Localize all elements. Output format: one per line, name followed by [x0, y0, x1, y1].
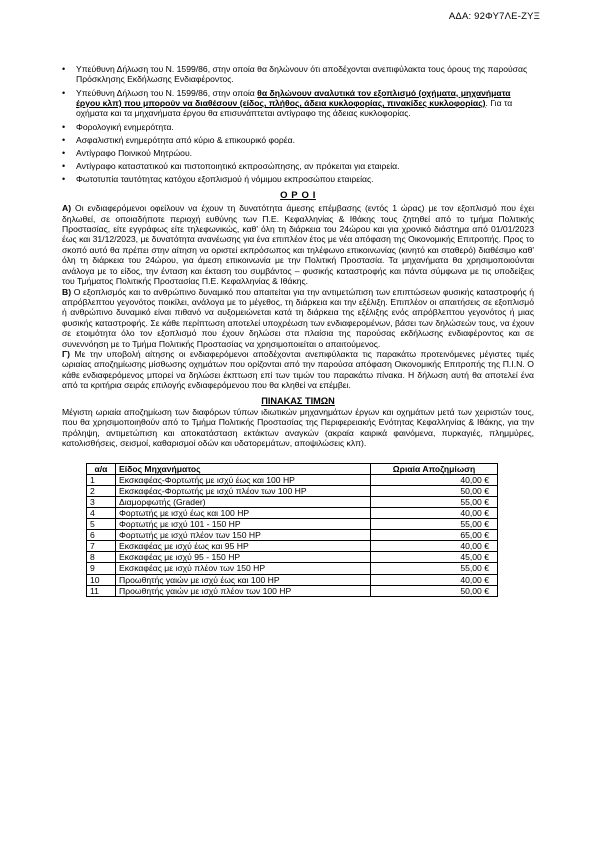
- row-number: 4: [87, 507, 116, 518]
- row-number: 9: [87, 563, 116, 574]
- row-number: 11: [87, 585, 116, 596]
- machine-type: Εκσκαφέας-Φορτωτής με ισχύ πλέον των 100 HP: [116, 485, 371, 496]
- table-header-row: [87, 463, 498, 474]
- table-row: [87, 530, 498, 541]
- list-item-text: Υπεύθυνη Δήλωση του Ν. 1599/86, στην οποία: [76, 87, 258, 98]
- machine-type: Εκσκαφέας με ισχύ 95 - 150 HP: [116, 552, 371, 563]
- term-c-label: Γ): [62, 348, 71, 359]
- list-item-text: . Για τα οχήματα και τα μηχανήματα έργου θα επισυνάπτεται αντίγραφο της άδειας κυκλοφορίας.: [76, 98, 513, 119]
- price-table: [86, 463, 498, 597]
- table-row: [87, 496, 498, 507]
- price-table-intro: Μέγιστη ωριαία αποζημίωση των διαφόρων τύπων ιδιωτικών μηχανημάτων έργων και οχημάτων μετά των χειριστών τους, που θα χρησιμοποιηθούν από το Τμήμα Πολιτικής Προστασίας της Περιφερειακής Ενότητας Κεφαλληνίας & Ιθάκης, για την πρόληψη, αντιμετώπιση και αποκατάσταση εκτάκτων αναγκών (ακραία καιρικά φαινόμενα, πυρκαγιές, πλημμύρες, κατολισθήσεις, σεισμοί, καθαρισμοί οδών και υδατορεμάτων, αποψιλώσεις κλπ).: [62, 406, 534, 449]
- table-row: [87, 563, 498, 574]
- row-number: 5: [87, 519, 116, 530]
- table-row: [87, 552, 498, 563]
- terms-title: Ο Ρ Ο Ι: [280, 189, 316, 201]
- machine-type: Εκσκαφέας με ισχύ πλέον των 150 HP: [116, 563, 371, 574]
- list-item: • Ασφαλιστική ενημερότητα από κύριο & επικουρικό φορέα.: [62, 135, 534, 145]
- term-a-label: Α): [62, 203, 72, 214]
- hourly-rate: 50,00 €: [371, 485, 498, 496]
- term-b-text: Ο εξοπλισμός και το ανθρώπινο δυναμικό που απαιτείται για την αντιμετώπιση των επιπτώσεων φυσικής καταστροφής ή απρόβλεπτου γεγονότος ποικίλει, ανάλογα με το μέγεθος, τη διάρκεια και την εξέλιξη. Επιπλέον οι απαιτήσεις σε εξοπλισμό ή ανθρώπινο δυναμικό είναι πιθανό να αυξομειώνεται κατά τη διάρκεια της εξέλιξης ενός απρόβλεπτου γεγονότος ή μιας φυσικής καταστροφής. Σε κάθε περίπτωση αποτελεί υποχρέωση των ενδιαφερομένων, βάσει των δηλώσεών τους, να έχουν σε ετοιμότητα όλο τον εξοπλισμό που έχουν δηλώσει στα πλαίσια της παρούσας εκδήλωσης ενδιαφέροντος και σε συνεννόηση με το Τμήμα Πολιτικής Προστασίας να χρησιμοποιείται ο απαιτούμενος.: [62, 286, 534, 349]
- machine-type: Εκσκαφέας με ισχύ έως και 95 HP: [116, 541, 371, 552]
- machine-type: Εκσκαφέας-Φορτωτής με ισχύ έως και 100 HP: [116, 474, 371, 485]
- table-row: [87, 485, 498, 496]
- machine-type: Φορτωτής με ισχύ πλέον των 150 HP: [116, 530, 371, 541]
- hourly-rate: 40,00 €: [371, 541, 498, 552]
- term-a-text: Οι ενδιαφερόμενοι οφείλουν να έχουν τη δυνατότητα άμεσης επέμβασης (εντός 1 ώρας) με τον εξοπλισμό που έχει δηλωθεί, σε οποιαδήποτε περιοχή ευθύνης των Π.Ε. Κεφαλληνίας & Ιθάκης τους ζητηθεί από το τμήμα Πολιτικής Προστασίας, είτε εγγράφως είτε τηλεφωνικώς, καθ' όλη τη διάρκεια του 24ώρου και για χρονικό διάστημα από 01/01/2023 έως και 31/12/2023, με δυνατότητα ανανέωσης για ένα επιπλέον έτος με νέα απόφαση της Οικονομικής Επιτροπής. Προς το σκοπό αυτό θα πρέπει στην αίτηση να οριστεί εκπρόσωπος και τηλέφωνο επικοινωνίας (κινητό και σταθερό) διαθέσιμο καθ' όλη τη διάρκεια του 24ώρου, για άμεση επικοινωνία με την Πολιτική Προστασία. Τα μηχανήματα θα χρησιμοποιούνται ανάλογα με το είδος, την ένταση και έκταση του συμβάντος – φυσικής καταστροφής και πάντα σύμφωνα με τις υποδείξεις του Τμήματος Πολιτικής Προστασίας Π.Ε. Κεφαλληνίας & Ιθάκης.: [62, 203, 534, 287]
- hourly-rate: 50,00 €: [371, 585, 498, 596]
- table-row: [87, 507, 498, 518]
- hourly-rate: 55,00 €: [371, 563, 498, 574]
- column-header-rate: Ωριαία Αποζημίωση: [371, 463, 498, 474]
- row-number: 1: [87, 474, 116, 485]
- table-row: [87, 519, 498, 530]
- column-header-number: α/α: [87, 463, 116, 474]
- hourly-rate: 40,00 €: [371, 574, 498, 585]
- term-c: [62, 349, 534, 391]
- hourly-rate: 55,00 €: [371, 519, 498, 530]
- row-number: 10: [87, 574, 116, 585]
- machine-type: Διαμορφωτής (Grader): [116, 496, 371, 507]
- term-a: [62, 203, 534, 286]
- document-body: [62, 64, 534, 597]
- hourly-rate: 65,00 €: [371, 530, 498, 541]
- term-b-label: Β): [62, 286, 72, 297]
- machine-type: Προωθητής γαιών με ισχύ πλέον των 100 HP: [116, 585, 371, 596]
- row-number: 8: [87, 552, 116, 563]
- row-number: 2: [87, 485, 116, 496]
- table-row: [87, 574, 498, 585]
- hourly-rate: 40,00 €: [371, 474, 498, 485]
- term-c-text: Με την υποβολή αίτησης οι ενδιαφερόμενοι αποδέχονται ανεπιφύλακτα τις παρακάτω προτεινόμενες μέγιστες τιμές ωριαίας αποζημίωσης μίσθωσης οχημάτων που ορίζονται από την παρούσα απόφαση Οικονομικής Επιτροπής της Π.Ι.Ν. Ο κάθε ενδιαφερόμενος μπορεί να δηλώσει έκπτωση επί των τιμών του παρακάτω πίνακα. Η δήλωση αυτή θα αποτελεί ένα από τα κριτήρια σειράς επιλογής ενδιαφερόμενου που θα κληθεί να επέμβει.: [62, 348, 534, 391]
- machine-type: Φορτωτής με ισχύ 101 - 150 HP: [116, 519, 371, 530]
- ada-identifier: ΑΔΑ: 92ΦΥ7ΛΕ-ΖΥΞ: [448, 11, 540, 22]
- list-item: • Αντίγραφο καταστατικού και πιστοποιητικό εκπροσώπησης, αν πρόκειται για εταιρεία.: [62, 161, 534, 171]
- list-item: • Φωτοτυπία ταυτότητας κατόχου εξοπλισμού ή νόμιμου εκπροσώπου εταιρείας.: [62, 174, 534, 184]
- term-b: [62, 287, 534, 349]
- list-item: [62, 88, 534, 119]
- hourly-rate: 55,00 €: [371, 496, 498, 507]
- row-number: 7: [87, 541, 116, 552]
- price-table-title: ΠΙΝΑΚΑΣ ΤΙΜΩΝ: [261, 395, 335, 406]
- hourly-rate: 40,00 €: [371, 507, 498, 518]
- row-number: 6: [87, 530, 116, 541]
- list-item: • Φορολογική ενημερότητα.: [62, 122, 534, 132]
- hourly-rate: 45,00 €: [371, 552, 498, 563]
- table-row: [87, 585, 498, 596]
- table-row: [87, 541, 498, 552]
- table-row: [87, 474, 498, 485]
- row-number: 3: [87, 496, 116, 507]
- list-item-emphasis: θα δηλώνουν αναλυτικά τον εξοπλισμό (οχήματα, μηχανήματα έργου κλπ) που μπορούν να διαθέσουν (είδος, πλήθος, άδεια κυκλοφορίας, πινακίδες κυκλοφορίας): [76, 87, 511, 109]
- required-documents-list: [62, 64, 534, 185]
- list-item: • Αντίγραφο Ποινικού Μητρώου.: [62, 148, 534, 158]
- machine-type: Προωθητής γαιών με ισχύ έως και 100 HP: [116, 574, 371, 585]
- list-item: • Υπεύθυνη Δήλωση του Ν. 1599/86, στην οποία θα δηλώνουν ότι αποδέχονται ανεπιφύλακτα τους όρους της παρούσας Πρόσκλησης Εκδήλωσης Ενδιαφέροντος.: [62, 64, 534, 85]
- column-header-type: Είδος Μηχανήματος: [116, 463, 371, 474]
- machine-type: Φορτωτής με ισχύ έως και 100 HP: [116, 507, 371, 518]
